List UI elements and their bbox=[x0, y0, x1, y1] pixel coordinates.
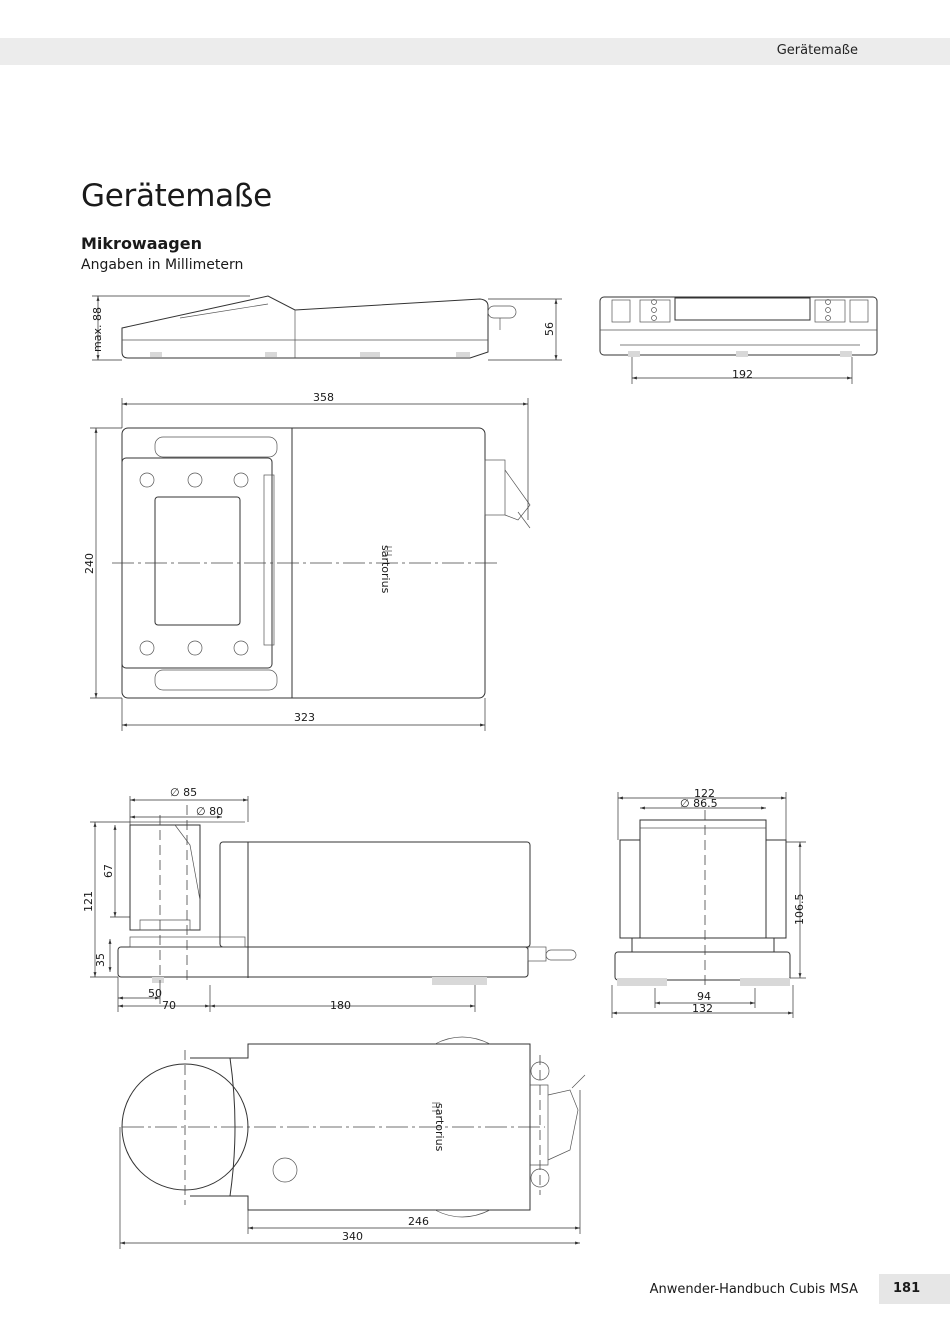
top-view-drawing bbox=[90, 398, 530, 731]
bottom-inner-length: 246 bbox=[408, 1215, 429, 1228]
svg-text:sartorius: sartorius bbox=[433, 1103, 446, 1152]
page-subtitle: Mikrowaagen bbox=[81, 234, 202, 253]
shield-offset-a: 50 bbox=[148, 987, 162, 1000]
side-view-drawing bbox=[92, 296, 562, 360]
front-foot-spacing: 94 bbox=[697, 990, 711, 1003]
units-note: Angaben in Millimetern bbox=[81, 257, 244, 273]
front-overall-width: 132 bbox=[692, 1002, 713, 1015]
shield-inner-diameter: ∅ 80 bbox=[196, 805, 224, 818]
bottom-overall-length: 340 bbox=[342, 1230, 363, 1243]
front-shield-height: 106.5 bbox=[793, 893, 806, 925]
page-title: Gerätemaße bbox=[81, 178, 272, 214]
shield-chamber-height: 67 bbox=[102, 864, 115, 878]
shield-offset-b: 70 bbox=[162, 999, 176, 1012]
draft-shield-top-drawing bbox=[120, 1037, 585, 1249]
front-width-label: 192 bbox=[732, 368, 753, 381]
front-shield-diameter: ∅ 86.5 bbox=[680, 797, 718, 810]
top-inner-length-label: 323 bbox=[294, 711, 315, 724]
header-section-title: Gerätemaße bbox=[776, 43, 858, 58]
shield-outer-diameter: ∅ 85 bbox=[170, 786, 198, 799]
side-right-height: 56 bbox=[543, 322, 556, 336]
shield-length: 180 bbox=[330, 999, 351, 1012]
top-depth-label: 240 bbox=[83, 553, 96, 574]
page-number: 181 bbox=[893, 1281, 921, 1296]
footer-manual-title: Anwender-Handbuch Cubis MSA bbox=[649, 1282, 858, 1297]
shield-total-height: 121 bbox=[82, 891, 95, 912]
front-shield-width: 122 bbox=[694, 787, 715, 800]
shield-base-height: 35 bbox=[94, 953, 107, 967]
draft-shield-side-drawing bbox=[90, 796, 576, 1012]
side-height-label: max. 88 bbox=[91, 307, 104, 352]
svg-text:sartorius: sartorius bbox=[379, 545, 392, 594]
draft-shield-front-drawing bbox=[612, 792, 806, 1018]
top-length-label: 358 bbox=[313, 391, 334, 404]
